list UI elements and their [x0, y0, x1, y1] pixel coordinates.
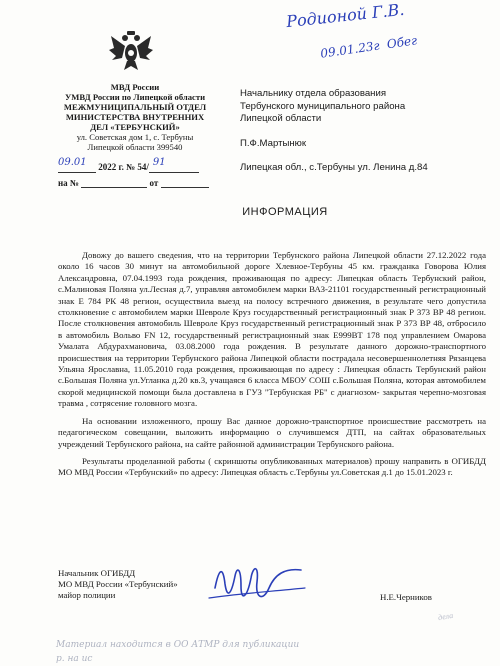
handwritten-signature — [205, 558, 325, 610]
handwritten-resolution — [280, 0, 490, 76]
body-paragraph: Результаты проделанной работы ( скриншоты опубликованных материалов) прошу направить в ОГИБДД МО МВД России «Тербунский» по адресу: Липецкая область с.Тербуны ул.Советская д.1 до 15.01.2023 г. — [58, 455, 486, 478]
handwritten-reg-number: 91 — [152, 157, 166, 168]
addressee-line: Тербунского муниципального района — [240, 100, 406, 112]
ref-date-label: от — [149, 178, 159, 188]
addressee-address: Липецкая обл., с.Тербуны ул. Ленина д.84 — [240, 162, 428, 173]
body-paragraph: Довожу до вашего сведения, что на территории Тербунского района Липецкой области 27.12.2022 года около 16 часов 30 минут на автомобильной дороге Хлевное-Тербуны 45 км. гражданка Говорова Юлия Александровна, 07.04.1993 года рождения, проживающая по адресу: Липецкая область Тербунский район, с.Малиновая Поляна ул.Лесная д.7, управляя автомобилем марки ВАЗ-21101 государственный регистрационный знак Е 784 РК 48 регион, осуществила выезд на полосу встречного движения, в результате чего допустила столкновение с автомобилем марки Шевроле Круз государственный регистрационный знак Р 373 ВР 48 регион. После столкновения автомобиль Шевроле Круз государственный регистрационный знак Р 373 ВР 48, отбросило в автомобиль Вольво FN 12, государственный регистрационный знак Е999ВТ 178 под управлением Омарова Умалата Абдурахмановича, 03.08.2000 года рождения. В результате данного дорожно-транспортного происшествия на территории Тербунского района Липецкой области пострадала несовершеннолетняя Рязанцева Ульяна Ярославна, 11.05.2010 года рождения, проживающая по адресу : Липецкая область Тербунский район с.Большая Поляна ул.Угланка д.20 кв.3, учащаяся 6 класса МБОУ СОШ с.Большая Поляна, которая автомобилем скорой медицинской помощи была доставлена в ГУЗ "Тербунская РБ" с диагнозом- закрытая черепно-мозговая травма , сотрясение головного мозга. — [58, 250, 486, 409]
note-line: Материал находится в ОО АТМР для публикации — [56, 640, 300, 650]
document-body — [58, 250, 486, 479]
reg-number-label: г. № — [118, 162, 136, 172]
org-line: МВД России — [110, 82, 160, 92]
note-line: р. на ис — [56, 654, 93, 664]
reference-line — [58, 178, 209, 188]
registration-date — [58, 157, 199, 173]
handwritten-name: Родионой Г.В. — [285, 0, 406, 32]
handwritten-date: 09.01.23г Обег — [319, 33, 418, 61]
org-line: ДЕЛ «ТЕРБУНСКИЙ» — [90, 122, 180, 132]
addressee-line: Липецкой области — [240, 113, 322, 124]
ref-number-label: на № — [58, 178, 79, 188]
org-line: МЕЖМУНИЦИПАЛЬНЫЙ ОТДЕЛ — [63, 102, 207, 112]
corner-note: дела — [437, 610, 454, 623]
organization-header — [40, 82, 230, 152]
addressee-person: П.Ф.Мартынюк — [240, 137, 307, 149]
org-line: МИНИСТЕРСТВА ВНУТРЕННИХ — [65, 112, 205, 122]
signer-name: Н.Е.Черников — [380, 592, 432, 602]
signer-line: Начальник ОГИБДД — [58, 568, 136, 578]
signer-line: МО МВД России «Тербунский» — [58, 579, 178, 589]
mvd-emblem-icon — [108, 28, 154, 74]
addressee-line: Начальнику отдела образования — [240, 88, 387, 99]
reg-number: 54/ — [137, 162, 149, 172]
signer-position — [58, 568, 178, 601]
bottom-handwritten-note — [56, 636, 496, 666]
reg-year: 2022 — [98, 162, 117, 172]
org-line: УМВД России по Липецкой области — [64, 92, 206, 102]
document-title: ИНФОРМАЦИЯ — [242, 206, 328, 218]
org-address: Липецкой области 399540 — [87, 142, 183, 152]
handwritten-reg-date: 09.01 — [58, 157, 87, 168]
body-paragraph: На основании изложенного, прошу Вас данное дорожно-транспортное происшествие рассмотреть на педагогическом совещании, выложить информацию о случившемся ДТП, на сайтах образовательных учреждений Тербунского района, на сайте районной администрации Тербунского района. — [58, 415, 486, 449]
org-address: ул. Советская дом 1, с. Тербуны — [76, 132, 194, 142]
addressee-block — [240, 88, 490, 175]
signer-line: майор полиции — [58, 590, 116, 600]
